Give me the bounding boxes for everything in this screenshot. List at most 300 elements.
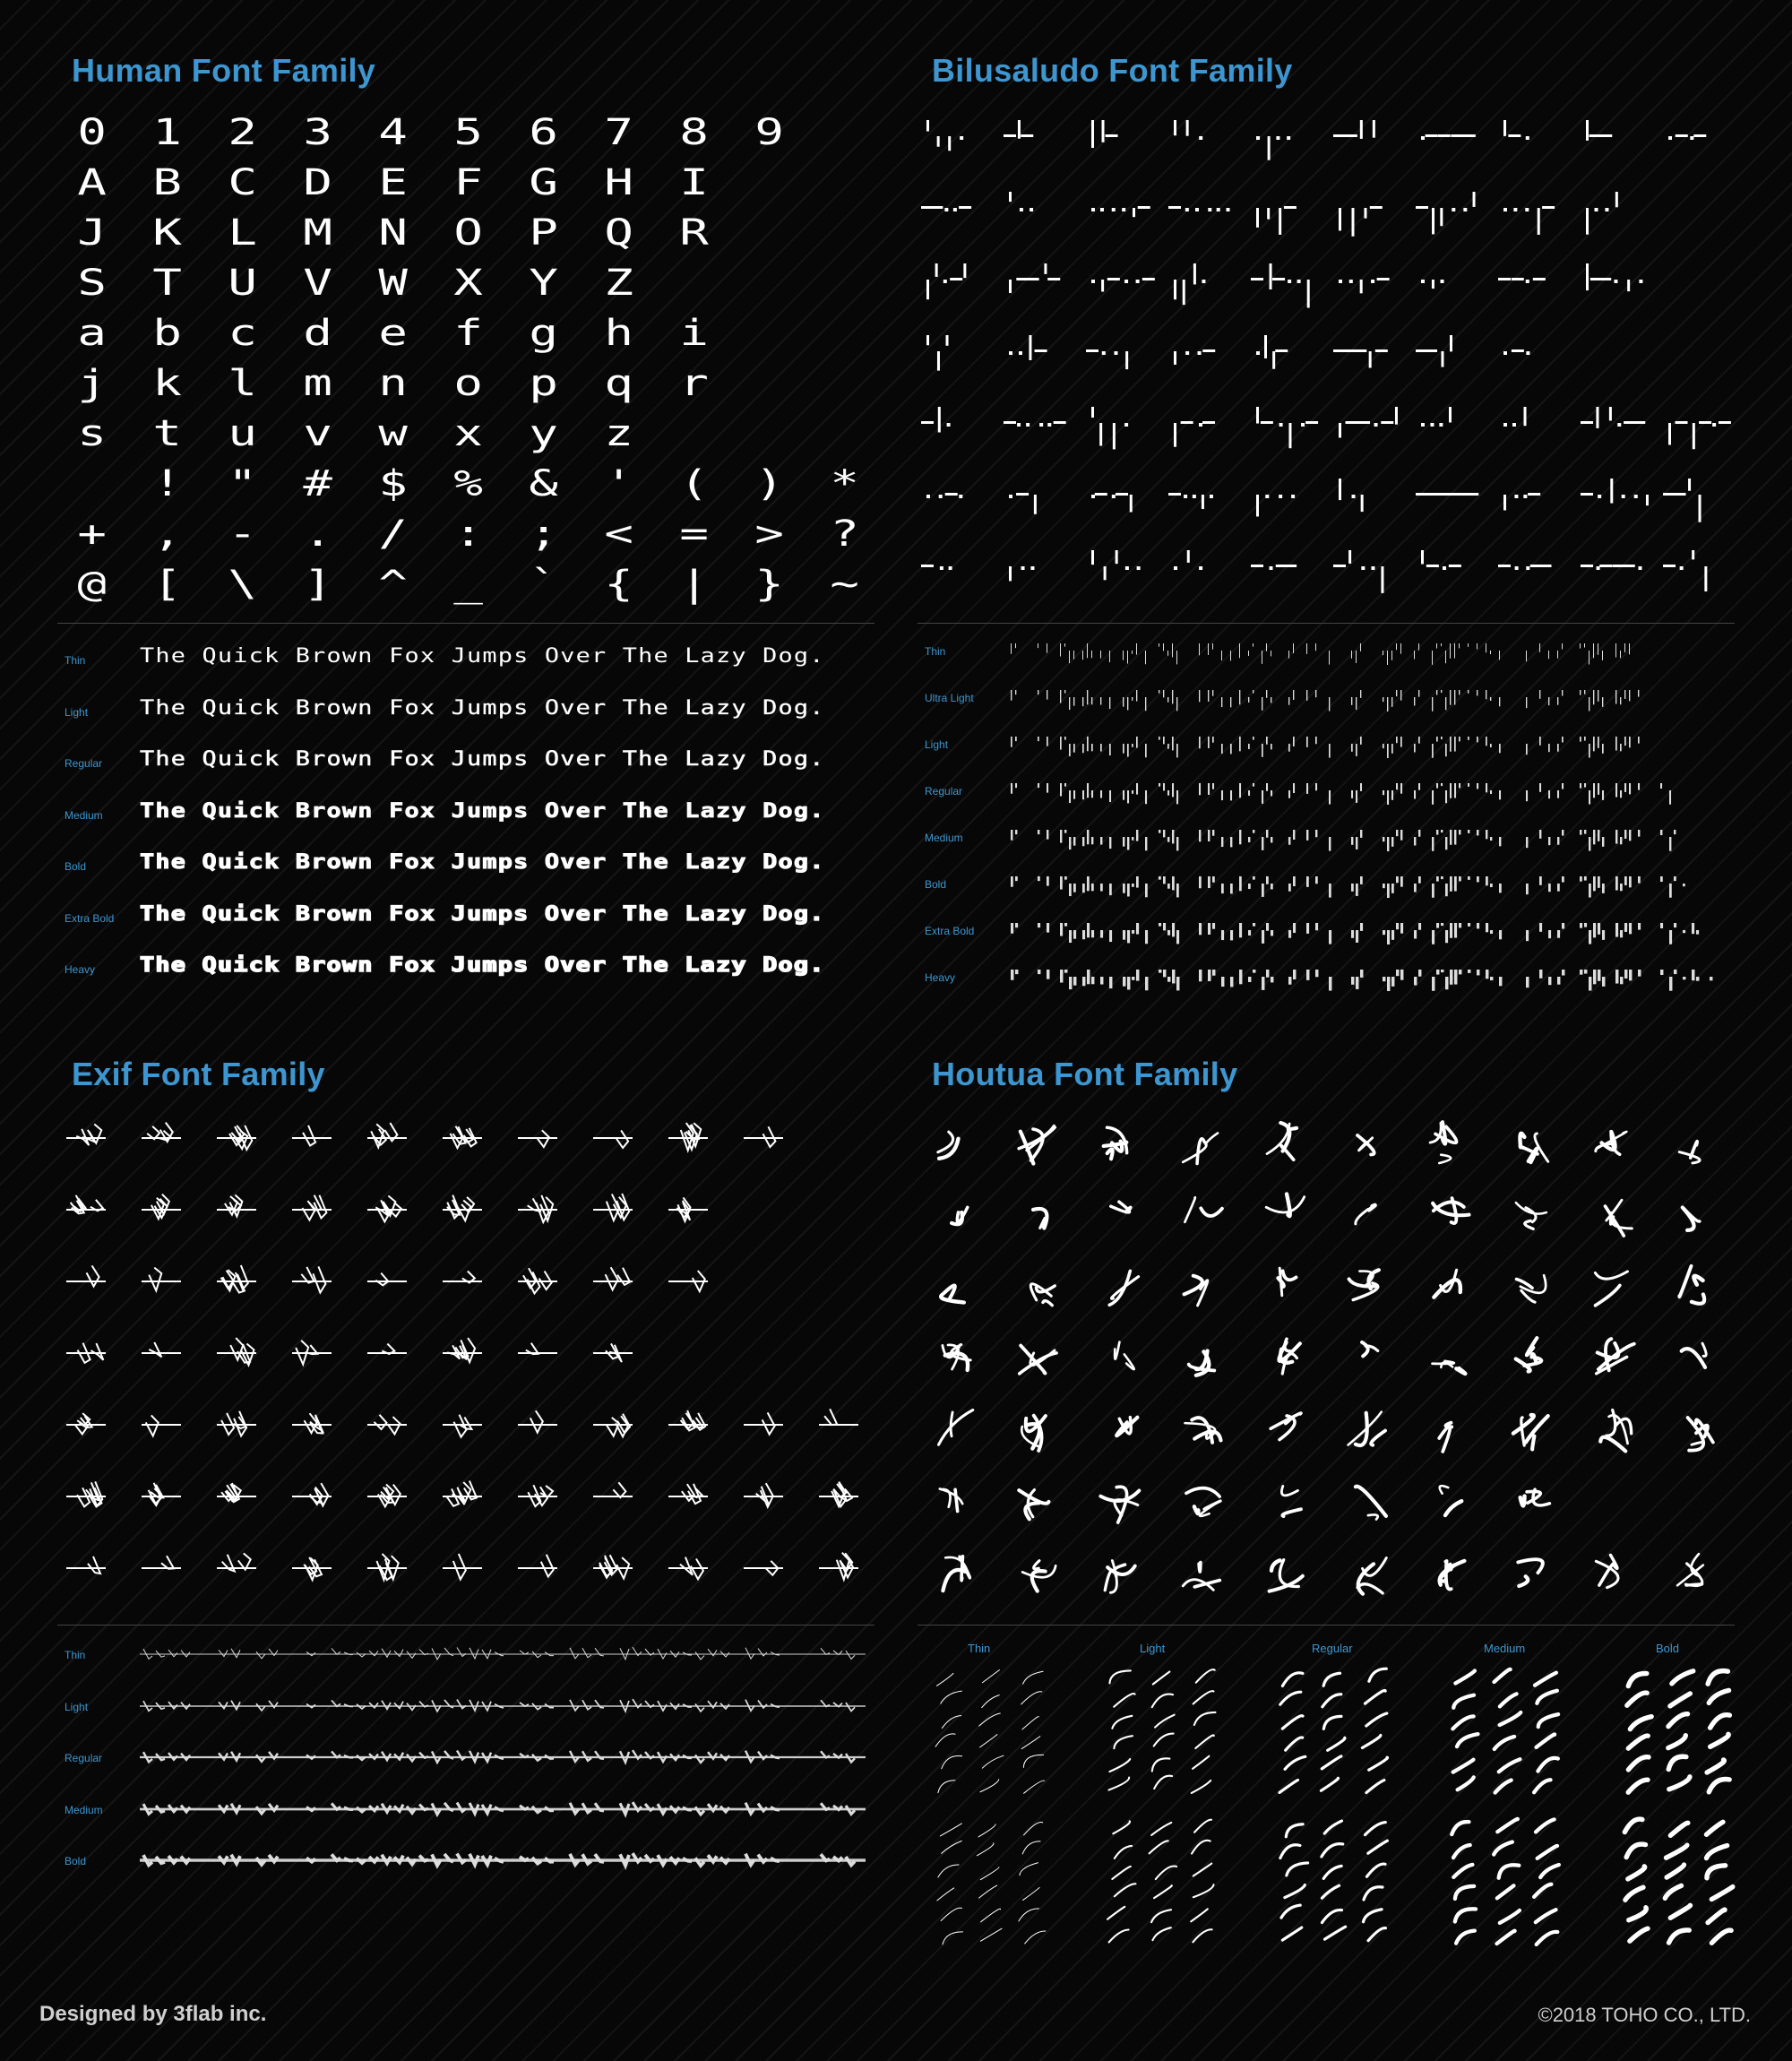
glyph-cell: [507, 108, 582, 158]
houtua-glyph: [1521, 1489, 1550, 1505]
exif-glyph: [292, 1125, 332, 1146]
exif-glyph: [443, 1554, 482, 1580]
glyph: (: [679, 463, 711, 504]
houtua-glyph: [1183, 1133, 1218, 1163]
bilusaludo-glyph: [921, 407, 951, 433]
glyph-cell: [582, 108, 658, 158]
glyph: b: [152, 313, 185, 354]
bilusaludo-glyph: [1174, 349, 1215, 365]
glyph-cell: [733, 108, 808, 158]
houtua-glyph: [941, 1286, 964, 1303]
weight-label: Regular: [65, 1752, 103, 1764]
bilusaludo-glyph: [1421, 134, 1476, 140]
weight-sample-glyphs: [1011, 638, 1745, 665]
exif-glyph: [819, 1409, 858, 1425]
weight-column-label: Regular: [1312, 1642, 1353, 1655]
glyph: d: [303, 313, 335, 354]
houtua-glyph: [1281, 1486, 1301, 1516]
glyph: Y: [529, 263, 561, 304]
glyph: &: [529, 463, 561, 504]
glyph: L: [228, 212, 260, 254]
weight-label: Extra Bold: [925, 925, 975, 937]
glyph: g: [529, 313, 561, 354]
exif-glyph: [593, 1555, 633, 1578]
exif-glyph: [367, 1195, 407, 1221]
weight-label: Thin: [925, 645, 946, 658]
exif-glyph: [819, 1553, 858, 1580]
exif-glyph: [367, 1415, 407, 1435]
houtua-glyph: [1104, 1127, 1127, 1159]
weight-column-label: Bold: [1656, 1642, 1680, 1655]
glyph-cell: [507, 358, 582, 409]
weight-column-label: Light: [1140, 1642, 1166, 1655]
houtua-glyph: [1357, 1135, 1374, 1155]
glyph-cell: [582, 308, 658, 358]
bilusaludo-glyph: [1256, 206, 1297, 235]
glyph-cell: [658, 308, 733, 358]
exif-glyph: [66, 1413, 106, 1434]
glyph: @: [77, 564, 109, 605]
houtua-glyph: [1362, 1342, 1378, 1356]
bilusaludo-glyph: [926, 120, 963, 151]
weight-column-glyphs: [1443, 1665, 1577, 1970]
houtua-glyph: [1513, 1415, 1548, 1449]
glyph-cell: [507, 459, 582, 509]
glyph: r: [679, 363, 711, 404]
glyph-cell: [56, 459, 131, 509]
glyph-cell: [56, 158, 131, 208]
glyph: ]: [303, 564, 335, 605]
glyph: 6: [529, 112, 561, 153]
glyph-cell: [582, 509, 658, 559]
weight-label: Thin: [65, 1649, 86, 1661]
bilusaludo-glyph: [1333, 120, 1375, 139]
weight-label: Heavy: [925, 971, 956, 984]
bilusaludo-glyph: [921, 565, 952, 570]
glyph: ;: [529, 513, 561, 555]
weight-sample-glyphs: [140, 1791, 874, 1827]
glyph: }: [754, 564, 787, 605]
glyph: f: [453, 313, 486, 354]
glyph: U: [228, 263, 260, 304]
divider: [57, 1625, 874, 1626]
glyph: h: [604, 313, 636, 354]
houtua-glyph: [1348, 1412, 1385, 1445]
glyph: ': [604, 463, 636, 504]
exif-glyph: [443, 1195, 482, 1221]
glyph: J: [77, 212, 109, 254]
glyph-cell: [582, 459, 658, 509]
glyph: T: [152, 263, 185, 304]
bilusaludo-glyph: [1503, 120, 1529, 140]
glyph: ": [228, 463, 260, 504]
houtua-glyph: [1189, 1350, 1215, 1375]
glyph: I: [679, 162, 711, 203]
bilusaludo-glyph: [1168, 206, 1230, 211]
weight-row: [918, 692, 1760, 719]
glyph: m: [303, 363, 335, 404]
glyph: k: [152, 363, 185, 404]
houtua-glyph: [1279, 1339, 1299, 1374]
exif-glyph: [518, 1555, 557, 1577]
glyph: s: [77, 413, 109, 454]
glyph: A: [77, 162, 109, 203]
weight-sample-glyphs: [1011, 871, 1745, 898]
houtua-glyph: [943, 1557, 969, 1591]
exif-font-panel: [57, 1039, 900, 1953]
bilusaludo-glyph: [1174, 421, 1215, 447]
bilusaludo-glyph: [1004, 120, 1033, 139]
houtua-glyph: [1600, 1410, 1631, 1451]
weight-row: [57, 645, 900, 681]
weight-sample-glyphs: [140, 1636, 874, 1672]
glyph-cell: [357, 358, 432, 409]
exif-glyph: [518, 1268, 557, 1293]
glyph-cell: [56, 208, 131, 258]
bilusaludo-glyph: [1586, 263, 1642, 291]
glyph-cell: [582, 409, 658, 459]
weight-sample-glyphs: [1011, 778, 1745, 805]
houtua-glyph: [1279, 1268, 1297, 1295]
glyph-cell: [206, 559, 281, 609]
glyph: 4: [378, 112, 410, 153]
weight-row: [57, 902, 900, 939]
glyph-cell: [56, 509, 131, 559]
houtua-weight-columns: [918, 1642, 1760, 1971]
bilusaludo-glyph: [1498, 278, 1546, 283]
houtua-glyph: [1115, 1342, 1134, 1369]
glyph: p: [529, 363, 561, 404]
glyph-cell: [582, 559, 658, 609]
houtua-glyph: [1677, 1554, 1703, 1585]
exif-glyph-grid: [57, 1111, 900, 1613]
bilusaludo-glyph: [1339, 407, 1398, 437]
houtua-glyph: [938, 1132, 959, 1159]
glyph: 9: [754, 112, 787, 153]
exif-glyph: [443, 1480, 482, 1505]
glyph-cell: [658, 459, 733, 509]
houtua-glyph: [1022, 1561, 1055, 1591]
bilusaludo-glyph: [1091, 493, 1133, 512]
glyph: K: [152, 212, 185, 254]
glyph-cell: [432, 358, 507, 409]
weight-row: [57, 748, 900, 784]
bilusaludo-glyph: [1256, 495, 1295, 516]
glyph-cell: [281, 409, 357, 459]
glyph: ^: [378, 564, 410, 605]
weight-sample-text: The Quick Brown Fox Jumps Over The Lazy Dog.: [140, 902, 825, 926]
glyph: C: [228, 162, 260, 203]
glyph-cell: [281, 559, 357, 609]
glyph: *: [830, 463, 862, 504]
exif-glyph: [443, 1126, 482, 1148]
bilusaludo-glyph: [1663, 550, 1707, 591]
weight-row: [57, 1855, 900, 1882]
houtua-glyph: [1356, 1487, 1386, 1520]
houtua-glyph-grid: [918, 1111, 1760, 1613]
glyph-cell: [56, 258, 131, 308]
glyph: [: [152, 564, 185, 605]
houtua-glyph: [1270, 1560, 1303, 1591]
houtua-glyph: [1185, 1418, 1220, 1443]
glyph: v: [303, 413, 335, 454]
glyph: q: [604, 363, 636, 404]
exif-glyph: [66, 1265, 106, 1286]
weight-sample-text: The Quick Brown Fox Jumps Over The Lazy Dog.: [140, 645, 825, 668]
glyph-cell: [658, 509, 733, 559]
bilusaludo-glyph: [1256, 407, 1318, 448]
houtua-glyph: [1019, 1490, 1048, 1520]
weight-label: Bold: [65, 1855, 87, 1867]
exif-glyph: [66, 1125, 106, 1146]
glyph: w: [378, 413, 410, 454]
houtua-glyph: [1116, 1418, 1137, 1436]
glyph-cell: [432, 158, 507, 208]
exif-glyph: [518, 1410, 557, 1432]
glyph-cell: [733, 459, 808, 509]
glyph: j: [77, 363, 109, 404]
glyph: W: [378, 263, 410, 304]
exif-glyph: [217, 1265, 256, 1292]
glyph-cell: [206, 108, 281, 158]
exif-glyph: [367, 1485, 407, 1507]
panel-title: Houtua Font Family: [932, 1056, 1238, 1092]
bilusaludo-glyph: [1251, 263, 1310, 308]
divider: [918, 1625, 1735, 1626]
glyph: t: [152, 413, 185, 454]
exif-glyph: [367, 1344, 407, 1354]
bilusaludo-glyph: [926, 263, 966, 299]
weight-sample-glyphs: [1011, 918, 1745, 944]
weight-row: [57, 1752, 900, 1779]
glyph-cell: [658, 158, 733, 208]
glyph-cell: [131, 208, 206, 258]
bilusaludo-glyph: [1174, 120, 1202, 140]
bilusaludo-glyph: [1256, 136, 1290, 160]
glyph: n: [378, 363, 410, 404]
bilusaludo-glyph: [1256, 335, 1288, 369]
glyph: /: [378, 513, 410, 555]
divider: [57, 623, 874, 624]
houtua-glyph: [1682, 1343, 1706, 1367]
glyph-cell: [432, 208, 507, 258]
glyph-cell: [582, 158, 658, 208]
glyph: -: [228, 513, 260, 555]
glyph: l: [228, 363, 260, 404]
bilusaludo-glyph: [1091, 407, 1128, 449]
bilusaludo-glyph: [1339, 278, 1390, 293]
houtua-glyph: [952, 1207, 968, 1224]
exif-glyph: [142, 1483, 181, 1505]
glyph-cell: [507, 409, 582, 459]
exif-glyph: [217, 1553, 256, 1571]
exif-glyph: [217, 1338, 256, 1365]
bilusaludo-glyph: [1581, 407, 1645, 428]
weight-column-glyphs: [926, 1665, 1061, 1970]
houtua-glyph: [1357, 1558, 1386, 1594]
bilusaludo-glyph: [1251, 565, 1297, 570]
exif-glyph: [217, 1411, 256, 1436]
exif-glyph: [367, 1273, 407, 1286]
glyph: +: [77, 513, 109, 555]
weight-label: Light: [65, 1700, 89, 1713]
weight-sample-glyphs: [1011, 731, 1745, 758]
glyph: S: [77, 263, 109, 304]
glyph-cell: [808, 509, 883, 559]
exif-glyph: [217, 1195, 256, 1217]
glyph-cell: [281, 509, 357, 559]
glyph-cell: [507, 258, 582, 308]
houtua-glyph: [1267, 1123, 1297, 1160]
glyph: E: [378, 162, 410, 203]
glyph: 1: [152, 112, 185, 153]
bilusaludo-glyph: [1168, 493, 1213, 509]
bilusaludo-glyph: [1416, 335, 1452, 367]
bilusaludo-glyph: [1503, 407, 1527, 427]
glyph-cell: [281, 158, 357, 208]
glyph: ~: [830, 564, 862, 605]
exif-glyph: [292, 1341, 332, 1365]
glyph-cell: [131, 258, 206, 308]
exif-glyph: [66, 1195, 106, 1213]
glyph-cell: [131, 158, 206, 208]
glyph-cell: [131, 308, 206, 358]
houtua-glyph: [1271, 1413, 1301, 1440]
glyph-cell: [131, 108, 206, 158]
bilusaludo-glyph: [1174, 263, 1205, 305]
glyph: :: [453, 513, 486, 555]
exif-glyph: [292, 1557, 332, 1580]
weight-label: Extra Bold: [65, 911, 115, 925]
houtua-glyph: [1356, 1205, 1375, 1224]
glyph-cell: [56, 108, 131, 158]
glyph-cell: [206, 258, 281, 308]
glyph: Z: [604, 263, 636, 304]
bilusaludo-glyph: [1333, 349, 1388, 367]
glyph-cell: [733, 559, 808, 609]
human-weight-specimens: [57, 645, 900, 1030]
bilusaludo-glyph: [1503, 493, 1540, 510]
weight-sample-glyphs: [140, 1842, 874, 1878]
bilusaludo-glyph: [1009, 263, 1060, 293]
exif-glyph: [142, 1342, 181, 1357]
weight-column-label: Thin: [968, 1642, 991, 1655]
glyph-cell: [357, 509, 432, 559]
glyph-cell: [432, 459, 507, 509]
houtua-glyph: [1266, 1194, 1305, 1216]
glyph: B: [152, 162, 185, 203]
bilusaludo-glyph: [1009, 192, 1033, 211]
exif-glyph: [142, 1194, 181, 1219]
exif-glyph: [744, 1561, 783, 1575]
exif-glyph: [668, 1271, 708, 1291]
exif-glyph: [593, 1267, 633, 1289]
glyph: a: [77, 313, 109, 354]
bilusaludo-glyph: [1663, 479, 1702, 522]
glyph: <: [604, 513, 636, 555]
exif-glyph: [744, 1412, 783, 1434]
bilusaludo-glyph: [1581, 479, 1649, 505]
exif-glyph: [292, 1413, 332, 1433]
houtua-glyph: [1020, 1346, 1056, 1374]
glyph: i: [679, 313, 711, 354]
exif-glyph: [367, 1123, 407, 1147]
glyph: M: [303, 212, 335, 254]
exif-glyph: [744, 1126, 783, 1147]
houtua-glyph: [1516, 1338, 1542, 1371]
glyph: V: [303, 263, 335, 304]
glyph-cell: [357, 409, 432, 459]
glyph: P: [529, 212, 561, 254]
glyph-cell: [206, 308, 281, 358]
weight-column-label: Medium: [1484, 1642, 1526, 1655]
weight-label: Medium: [925, 832, 963, 844]
glyph-cell: [56, 409, 131, 459]
glyph-cell: [808, 559, 883, 609]
exif-glyph: [518, 1195, 557, 1222]
weight-sample-glyphs: [140, 1688, 874, 1724]
bilusaludo-glyph: [1086, 349, 1128, 369]
glyph-cell: [131, 409, 206, 459]
designer-credit: Designed by 3flab inc.: [39, 2002, 267, 2026]
weight-row: [918, 785, 1760, 812]
glyph-cell: [658, 208, 733, 258]
weight-label: Regular: [925, 785, 963, 798]
weight-label: Heavy: [65, 963, 96, 976]
weight-sample-text: The Quick Brown Fox Jumps Over The Lazy Dog.: [140, 954, 825, 977]
glyph-cell: [56, 308, 131, 358]
weight-column-glyphs: [1098, 1665, 1233, 1970]
bilusaludo-glyph: [1668, 421, 1731, 449]
exif-glyph: [66, 1557, 106, 1574]
houtua-glyph: [1439, 1423, 1452, 1452]
glyph: >: [754, 513, 787, 555]
glyph-cell: [582, 208, 658, 258]
exif-glyph: [668, 1484, 708, 1504]
houtua-glyph: [1516, 1275, 1546, 1302]
glyph-cell: [206, 509, 281, 559]
glyph: .: [303, 513, 335, 555]
houtua-font-panel: [918, 1039, 1760, 1971]
glyph-cell: [281, 258, 357, 308]
bilusaludo-glyph: [926, 335, 949, 371]
glyph-cell: [658, 559, 733, 609]
bilusaludo-glyph: [926, 493, 962, 498]
exif-glyph: [443, 1272, 482, 1283]
exif-glyph: [668, 1123, 708, 1151]
glyph-cell: [131, 459, 206, 509]
houtua-glyph: [1349, 1270, 1379, 1299]
exif-glyph: [518, 1343, 557, 1354]
glyph-cell: [432, 509, 507, 559]
houtua-glyph: [1183, 1563, 1219, 1591]
glyph-cell: [357, 158, 432, 208]
glyph-cell: [507, 559, 582, 609]
glyph-cell: [357, 459, 432, 509]
houtua-glyph: [940, 1489, 962, 1512]
bilusaludo-glyph: [1503, 206, 1555, 235]
glyph: R: [679, 212, 711, 254]
glyph-cell: [808, 459, 883, 509]
weight-row: [918, 645, 1760, 672]
glyph: =: [679, 513, 711, 555]
glyph-cell: [658, 358, 733, 409]
bilusaludo-glyph: [1416, 493, 1478, 496]
glyph-cell: [56, 559, 131, 609]
exif-glyph: [217, 1125, 256, 1150]
houtua-glyph: [1596, 1132, 1627, 1155]
houtua-glyph: [1596, 1555, 1618, 1587]
